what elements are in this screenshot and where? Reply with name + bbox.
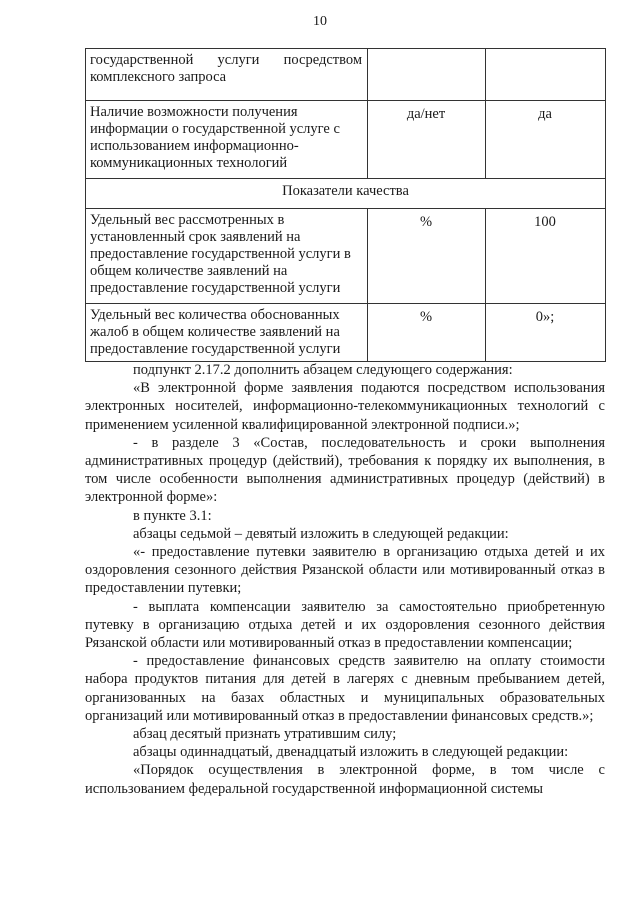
table-row bbox=[86, 209, 606, 304]
table-cell-value: 0»; bbox=[486, 304, 606, 362]
table-row bbox=[86, 49, 606, 101]
table-section-row bbox=[86, 179, 606, 209]
table-row bbox=[86, 304, 606, 362]
paragraph: «В электронной форме заявления подаются посредством использования электронных носителей, информационно-телекоммуникационных технологий с применением усиленной квалифицированной электронной подписи.»; bbox=[85, 380, 605, 433]
paragraph: в пункте 3.1: bbox=[133, 507, 212, 524]
page-number: 10 bbox=[313, 14, 327, 29]
table-cell-indicator bbox=[86, 49, 368, 101]
paragraph: подпункт 2.17.2 дополнить абзацем следующего содержания: bbox=[133, 362, 513, 378]
table-cell-indicator: Наличие возможности получения информации о государственной услуге с использованием информационно-коммуникационных технологий bbox=[86, 101, 368, 179]
paragraph: - в разделе 3 «Состав, последовательность и сроки выполнения административных процедур (действий), требования к порядку их выполнения, в том числе особенности выполнения административных процедур (действий) в электронной форме»: bbox=[85, 434, 605, 506]
paragraph: абзацы седьмой – девятый изложить в следующей редакции: bbox=[133, 525, 509, 542]
table-cell-line: государственной услуги посредством bbox=[90, 52, 362, 68]
paragraph: абзац десятый признать утратившим силу; bbox=[133, 726, 397, 743]
section-header: Показатели качества bbox=[86, 179, 606, 209]
paragraph: - выплата компенсации заявителю за самостоятельно приобретенную путевку в организацию отдыха детей и их оздоровления сезонного действия Рязанской области или мотивированный отказ в предоставлении компенсации; bbox=[85, 598, 605, 652]
table-cell-value: да bbox=[486, 101, 606, 179]
table-row bbox=[86, 101, 606, 179]
table-cell-line: комплексного запроса bbox=[90, 69, 227, 85]
paragraph: абзацы одиннадцатый, двенадцатый изложить в следующей редакции: bbox=[133, 744, 569, 761]
table-cell-unit: % bbox=[368, 209, 486, 304]
table-cell-unit: % bbox=[368, 304, 486, 362]
paragraph: - предоставление финансовых средств заявителю на оплату стоимости набора продуктов питания для детей в лагерях с дневным пребыванием детей, организованных на базах областных и муниципальных образовательных организаций или мотивированный отказ в предоставлении финансовых средств.»; bbox=[85, 653, 605, 724]
indicators-table bbox=[85, 48, 606, 362]
table-cell-unit bbox=[368, 49, 486, 101]
table-cell-value: 100 bbox=[486, 209, 606, 304]
table-cell-indicator: Удельный вес рассмотренных в установленный срок заявлений на предоставление государственной услуги в общем количестве заявлений на предоставление государственной услуги bbox=[86, 209, 368, 304]
paragraph: «Порядок осуществления в электронной форме, в том числе с использованием федеральной государственной информационной системы bbox=[85, 762, 605, 797]
table-cell-unit: да/нет bbox=[368, 101, 486, 179]
paragraph: «- предоставление путевки заявителю в организацию отдыха детей и их оздоровления сезонного действия Рязанской области или мотивированный отказ в предоставлении путевки; bbox=[85, 544, 605, 597]
table-cell-value bbox=[486, 49, 606, 101]
table-cell-indicator: Удельный вес количества обоснованных жалоб в общем количестве заявлений на предоставление государственной услуги bbox=[86, 304, 368, 362]
document-body bbox=[85, 361, 605, 798]
